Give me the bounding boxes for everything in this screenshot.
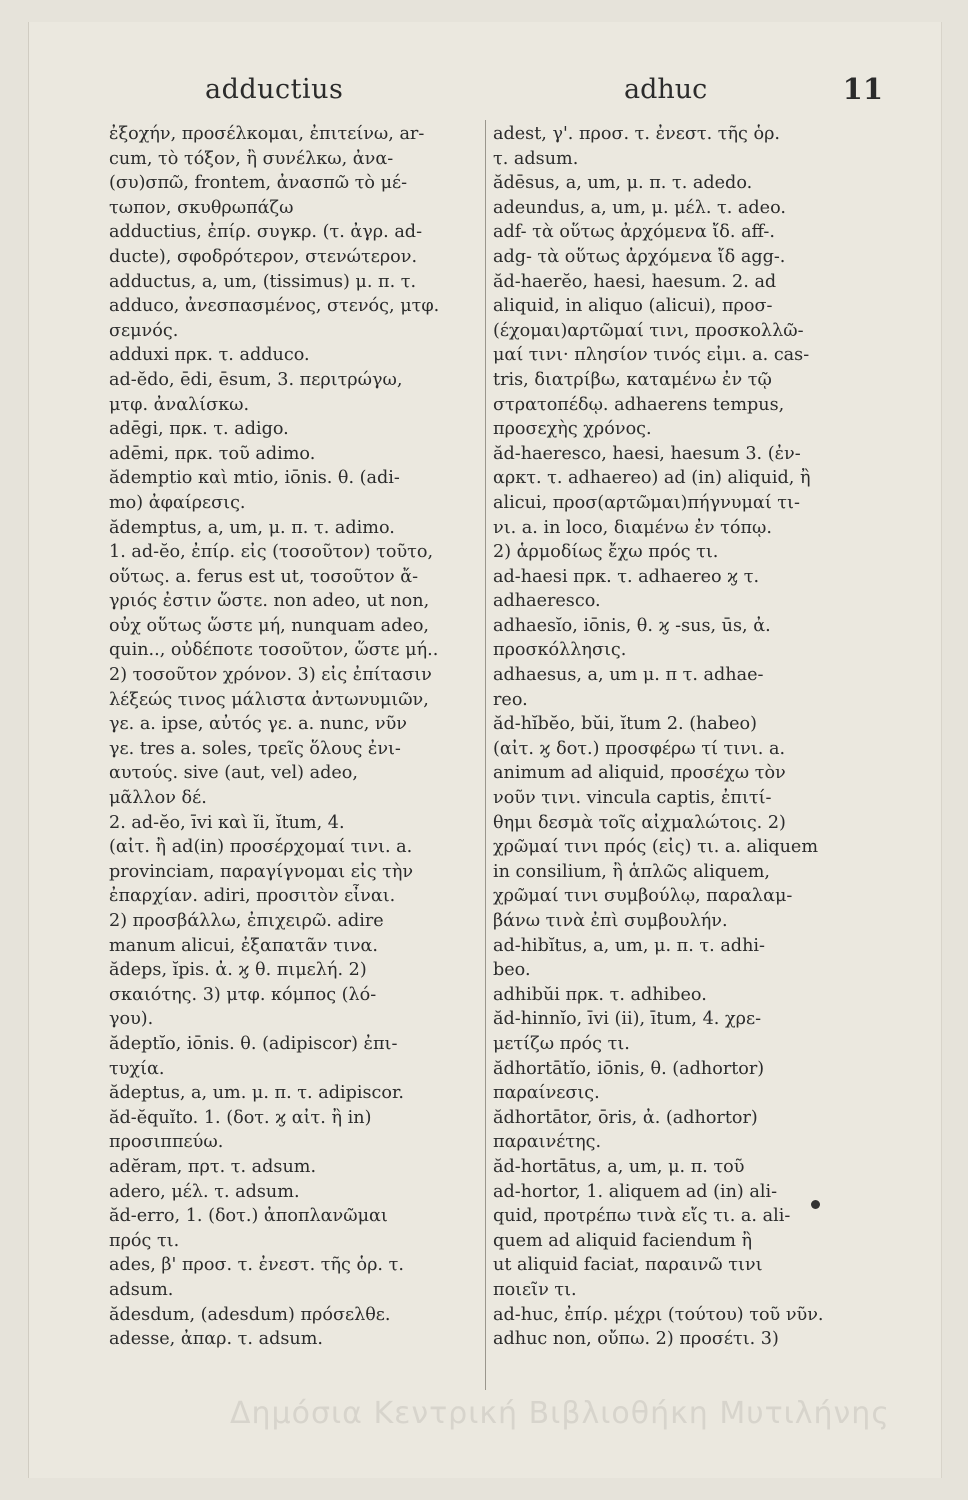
entry-line: ădeptĭo, iōnis. θ. (adipiscor) ἐπι- — [109, 1033, 398, 1054]
entry-line: τυχία. — [109, 1058, 165, 1079]
entry-line: adductius, ἐπίρ. συγκρ. (τ. ἀγρ. ad- — [109, 222, 423, 243]
entry-line: beo. — [493, 960, 531, 981]
entry-line: manum alicui, ἐξαπατᾶν τινα. — [109, 935, 379, 956]
entry-line: ăd-haerĕo, haesi, haesum. 2. ad — [493, 271, 777, 292]
entry-line: (αἰτ. ἢ ad(in) προσέρχομαί τινι. a. — [109, 837, 413, 858]
entry-line: νοῦν τινι. vincula captis, ἐπιτί- — [493, 788, 772, 809]
entry-line: αυτούς. sive (aut, vel) adeo, — [109, 763, 358, 784]
entry-line: adsum. — [109, 1279, 174, 1300]
entry-line: adhibŭi πρκ. τ. adhibeo. — [493, 984, 707, 1005]
entry-line: ut aliquid faciat, παραινῶ τινι — [493, 1255, 763, 1276]
entry-line: adduxi πρκ. τ. adduco. — [109, 345, 310, 366]
entry-line: ădemptus, a, um, μ. π. τ. adimo. — [109, 517, 395, 538]
entry-line: βάνω τινὰ ἐπὶ συμβουλήν. — [493, 911, 728, 931]
entry-line: θημι δεσμὰ τοῖς αἰχμαλώτοις. 2) — [493, 812, 786, 833]
entry-line: ădhortātĭo, iōnis, θ. (adhortor) — [493, 1058, 765, 1079]
entry-line: adeundus, a, um, μ. μέλ. τ. adeo. — [493, 197, 786, 218]
entry-line: τ. adsum. — [493, 148, 579, 169]
entry-line: adēmi, πρκ. τοῦ adimo. — [109, 443, 316, 464]
entry-line: ades, β' προσ. τ. ἐνεστ. τῆς ὁρ. τ. — [109, 1255, 404, 1276]
column-divider — [485, 120, 486, 1390]
entry-line: παραινέτης. — [493, 1132, 602, 1153]
entry-line: ădesdum, (adesdum) πρόσελθε. — [109, 1304, 391, 1325]
entry-line: ducte), σφοδρότερον, στενώτερον. — [109, 246, 418, 267]
header-left-guideword: adductius — [205, 74, 344, 105]
entry-line: in consilium, ἢ ἁπλῶς aliquem, — [493, 861, 770, 882]
entry-line: quin.., οὐδέποτε τοσοῦτον, ὥστε μή.. — [109, 640, 439, 661]
entry-line: alicui, προσ(αρτῶμαι)πήγνυμαί τι- — [493, 492, 800, 513]
header-right-guideword: adhuc — [624, 74, 708, 105]
entry-line: ădemptio καὶ mtio, iōnis. θ. (adi- — [109, 468, 400, 489]
entry-line: ἐπαρχίαν. adiri, προσιτὸν εἶναι. — [109, 886, 396, 907]
entry-line: ăd-hinnĭo, īvi (ii), ītum, 4. χρε- — [493, 1009, 762, 1030]
entry-line: σεμνός. — [109, 320, 179, 341]
entry-line: ăd-ĕquĭto. 1. (δοτ. ϗ αἰτ. ἢ in) — [109, 1107, 372, 1128]
entry-line: ădeps, ĭpis. ἀ. ϗ θ. πιμελή. 2) — [109, 960, 367, 981]
entry-line: reo. — [493, 689, 528, 710]
book-page — [28, 22, 942, 1478]
entry-line: μαί τινι· πλησίον τινός εἰμι. a. cas- — [493, 345, 810, 366]
entry-line: πρός τι. — [109, 1230, 180, 1251]
entry-line: γριός ἐστιν ὥστε. non adeo, ut non, — [109, 591, 430, 612]
entry-line: στρατοπέδῳ. adhaerens tempus, — [493, 394, 785, 415]
entry-line: adest, γ'. προσ. τ. ἐνεστ. τῆς ὁρ. — [493, 124, 781, 144]
entry-line: adesse, ἀπαρ. τ. adsum. — [109, 1329, 323, 1350]
entry-line: adductus, a, um, (tissimus) μ. π. τ. — [109, 271, 417, 292]
entry-line: ăd-hĭbĕo, bŭi, ĭtum 2. (habeo) — [493, 714, 758, 735]
entry-line: γου). — [109, 1009, 154, 1030]
entry-line: ad-huc, ἐπίρ. μέχρι (τούτου) τοῦ νῦν. — [493, 1304, 824, 1325]
entry-line: ădeptus, a, um. μ. π. τ. adipiscor. — [109, 1083, 405, 1104]
entry-line: 2) ἁρμοδίως ἔχω πρός τι. — [493, 542, 719, 563]
entry-line: (συ)σπῶ, frontem, ἀνασπῶ τὸ μέ- — [109, 173, 408, 194]
entry-line: ad-hortor, 1. aliquem ad (in) ali- — [493, 1181, 778, 1202]
right-column — [493, 122, 893, 1352]
entry-line: ad-hibĭtus, a, um, μ. π. τ. adhi- — [493, 935, 765, 956]
entry-line: παραίνεσις. — [493, 1083, 600, 1104]
entry-line: γε. tres a. soles, τρεῖς ὅλους ἐνι- — [109, 738, 401, 759]
entry-line: ăd-hortātus, a, um, μ. π. τοῦ — [493, 1156, 745, 1177]
entry-line: ποιεῖν τι. — [493, 1279, 577, 1300]
entry-line: adĕram, πρτ. τ. adsum. — [109, 1156, 317, 1177]
entry-line: ăd-erro, 1. (δοτ.) ἀποπλανῶμαι — [109, 1206, 388, 1227]
entry-line: cum, τὸ τόξον, ἢ συνέλκω, ἀνα- — [109, 148, 394, 169]
entry-line: adhaesus, a, um μ. π τ. adhae- — [493, 665, 764, 686]
entry-line: προσκόλλησις. — [493, 640, 627, 661]
entry-line: animum ad aliquid, προσέχω τὸν — [493, 763, 786, 784]
entry-line: tris, διατρίβω, καταμένω ἐν τῷ — [493, 369, 772, 390]
entry-line: adhaeresco. — [493, 591, 601, 612]
entry-line: adhuc non, οὔπω. 2) προσέτι. 3) — [493, 1329, 779, 1350]
entry-line: adero, μέλ. τ. adsum. — [109, 1181, 300, 1202]
entry-line: οὐχ οὕτως ὥστε μή, nunquam adeo, — [109, 615, 430, 636]
entry-line: 2) προσβάλλω, ἐπιχειρῶ. adire — [109, 911, 384, 931]
entry-line: 1. ad-ĕo, ἐπίρ. εἰς (τοσοῦτον) τοῦτο, — [109, 542, 434, 563]
entry-line: adg- τὰ οὕτως ἀρχόμενα ἴδ agg-. — [493, 246, 786, 267]
entry-line: προσιππεύω. — [109, 1132, 224, 1153]
entry-line: χρῶμαί τινι συμβούλῳ, παραλαμ- — [493, 886, 793, 907]
entry-line: προσεχὴς χρόνος. — [493, 419, 652, 440]
entry-line: ἐξοχήν, προσέλκομαι, ἐπιτείνω, ar- — [109, 124, 425, 144]
entry-line: ădēsus, a, um, μ. π. τ. adedo. — [493, 173, 753, 194]
entry-line: mo) ἀφαίρεσις. — [109, 492, 246, 513]
left-column — [109, 122, 481, 1352]
entry-line: ăd-haeresco, haesi, haesum 3. (ἐν- — [493, 443, 801, 464]
library-watermark: Δημόσια Κεντρική Βιβλιοθήκη Μυτιλήνης — [230, 1396, 890, 1431]
entry-line: μᾶλλον δέ. — [109, 788, 207, 809]
entry-line: quem ad aliquid faciendum ἢ — [493, 1230, 753, 1251]
page-header — [29, 74, 941, 114]
entry-line: μτφ. ἀναλίσκω. — [109, 394, 250, 415]
entry-line: οὕτως. a. ferus est ut, τοσοῦτον ἄ- — [109, 566, 419, 587]
entry-line: adduco, ἀνεσπασμένος, στενός, μτφ. — [109, 296, 440, 317]
entry-line: νι. a. in loco, διαμένω ἐν τόπῳ. — [493, 517, 772, 538]
entry-line: τωπον, σκυθρωπάζω — [109, 197, 294, 218]
entry-line: 2) τοσοῦτον χρόνον. 3) εἰς ἐπίτασιν — [109, 665, 432, 686]
entry-line: 2. ad-ĕo, īvi καὶ ĭi, ĭtum, 4. — [109, 812, 345, 833]
entry-line: λέξεώς τινος μάλιστα ἀντωνυμιῶν, — [109, 689, 429, 710]
entry-line: adhaesĭo, iōnis, θ. ϗ -sus, ūs, ἀ. — [493, 615, 771, 636]
entry-line: σκαιότης. 3) μτφ. κόμπος (λό- — [109, 984, 377, 1005]
entry-line: αρκτ. τ. adhaereo) ad (in) aliquid, ἢ — [493, 468, 811, 489]
entry-line: adēgi, πρκ. τ. adigo. — [109, 419, 289, 440]
entry-line: μετίζω πρός τι. — [493, 1033, 630, 1054]
entry-line: γε. a. ipse, αὐτός γε. a. nunc, νῦν — [109, 714, 407, 735]
page-number: 11 — [842, 72, 883, 106]
entry-line: χρῶμαί τινι πρός (εἰς) τι. a. aliquem — [493, 837, 819, 858]
entry-line: ădhortātor, ōris, ἀ. (adhortor) — [493, 1107, 758, 1128]
entry-line: ad-haesi πρκ. τ. adhaereo ϗ τ. — [493, 566, 760, 587]
entry-line: adf- τὰ οὕτως ἀρχόμενα ἴδ. aff-. — [493, 222, 775, 243]
entry-line: (αἰτ. ϗ δοτ.) προσφέρω τί τινι. a. — [493, 738, 786, 759]
entry-line: provinciam, παραγίγνομαι εἰς τὴν — [109, 861, 414, 882]
entry-line: ad-ĕdo, ēdi, ēsum, 3. περιτρώγω, — [109, 369, 403, 390]
ink-blot — [811, 1200, 820, 1209]
entry-line: quid, προτρέπω τινὰ εἴς τι. a. ali- — [493, 1206, 791, 1227]
entry-line: (έχομαι)αρτῶμαί τινι, προσκολλῶ- — [493, 320, 804, 341]
entry-line: aliquid, in aliquo (alicui), προσ- — [493, 296, 773, 317]
